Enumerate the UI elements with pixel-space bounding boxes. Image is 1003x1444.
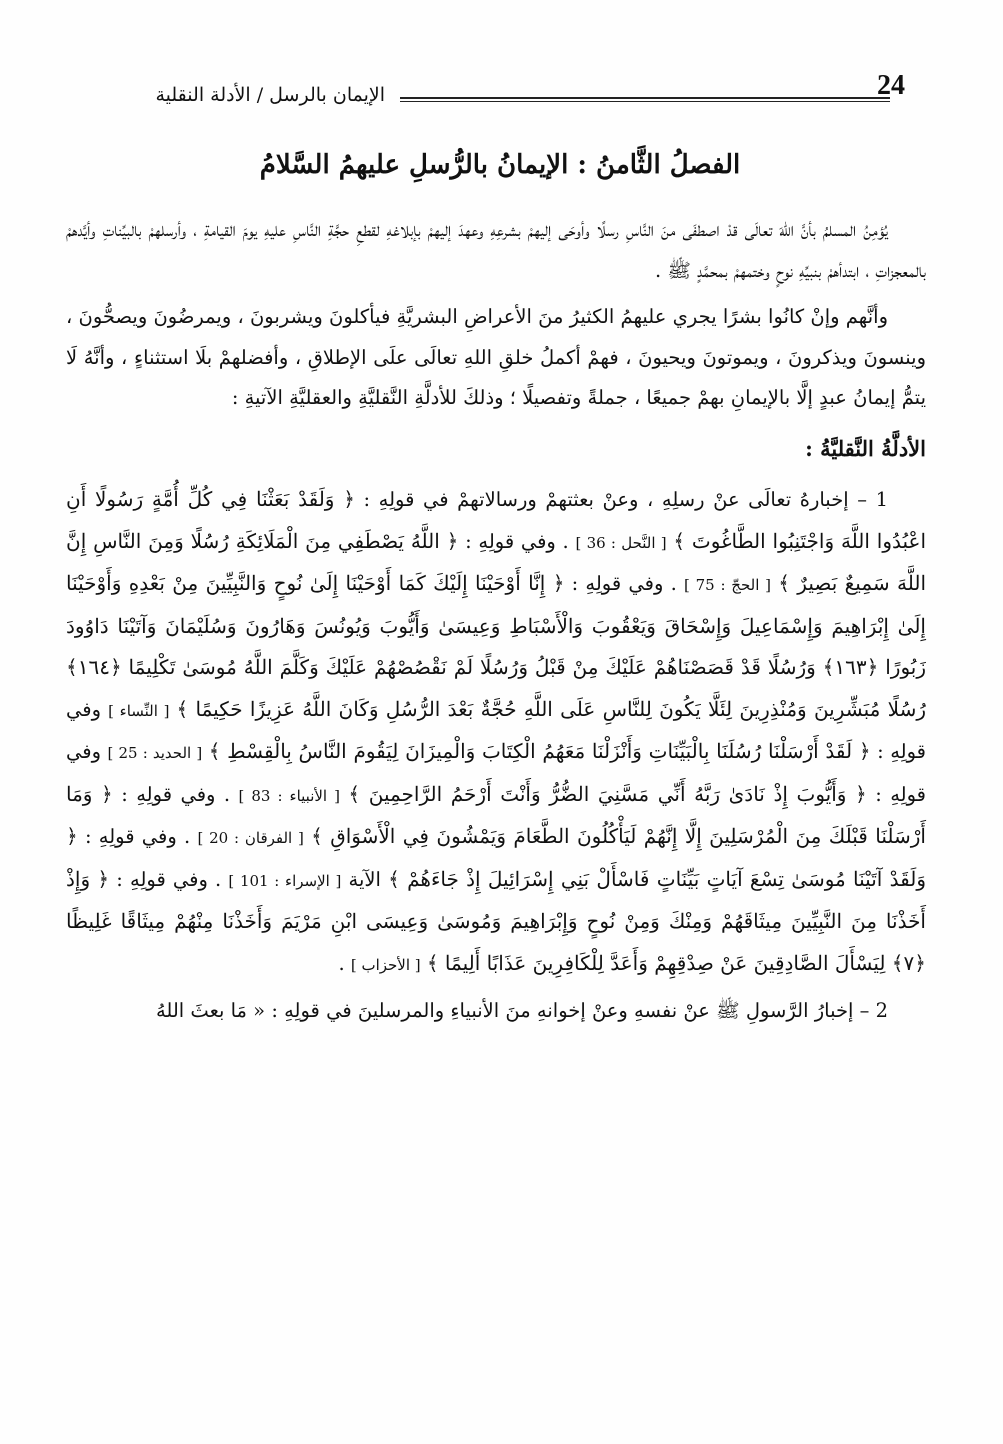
page-number: 24: [877, 70, 905, 101]
verse-reference: [ الحديد : 25 ]: [107, 744, 203, 762]
quran-verse: ﴿ إِنَّا أَوْحَيْنَا إِلَيْكَ كَمَا أَوْحَيْنَا إِلَىٰ نُوحٍ وَالنَّبِيِّينَ مِنْ بَعْدِهِ وَأَوْحَيْنَا إِلَىٰ إِبْرَاهِيمَ وَإِسْمَاعِيلَ وَإِسْحَاقَ وَيَعْقُوبَ وَالْأَسْبَاطِ وَعِيسَىٰ وَأَيُّوبَ وَيُونُسَ وَهَارُونَ وَسُلَيْمَانَ وَآتَيْنَا دَاوُودَ زَبُورًا ﴿١٦٣﴾ وَرُسُلًا قَدْ قَصَصْنَاهُمْ عَلَيْكَ مِنْ قَبْلُ وَرُسُلًا لَمْ نَقْصُصْهُمْ عَلَيْكَ وَكَلَّمَ اللَّهُ مُوسَىٰ تَكْلِيمًا ﴿١٦٤﴾ رُسُلًا مُبَشِّرِينَ وَمُنْذِرِينَ لِئَلَّا يَكُونَ لِلنَّاسِ عَلَى اللَّهِ حُجَّةٌ بَعْدَ الرُّسُلِ وَكَانَ اللَّهُ عَزِيزًا حَكِيمًا ﴾: [66, 571, 927, 721]
page-body: [66, 210, 926, 1032]
item-text: .: [338, 951, 345, 975]
evidence-item-2: 2 – إخبارُ الرَّسولِ ﷺ عنْ نفسهِ وعنْ إخوانهِ منَ الأنبياءِ والمرسلينَ في قولِهِ : « مَا بعثَ اللهُ: [155, 999, 888, 1022]
chapter-title: الفصلُ الثَّامنُ : الإيمانُ بالرُّسلِ عليهمُ السَّلامُ: [259, 150, 741, 180]
item-text: . وفي قولِهِ :: [571, 572, 677, 595]
evidence-item-1: [66, 479, 926, 985]
quran-verse: ﴿ وَإِذْ أَخَذْنَا مِنَ النَّبِيِّينَ مِيثَاقَهُمْ وَمِنْكَ وَمِنْ نُوحٍ وَإِبْرَاهِيمَ وَمُوسَىٰ وَعِيسَى ابْنِ مَرْيَمَ وَأَخَذْنَا مِنْهُمْ مِيثَاقًا غَلِيظًا ﴿٧﴾ لِيَسْأَلَ الصَّادِقِينَ عَنْ صِدْقِهِمْ وَأَعَدَّ لِلْكَافِرِينَ عَذَابًا أَلِيمًا ﴾: [66, 866, 926, 975]
quran-verse: ﴿ اللَّهُ يَصْطَفِي مِنَ الْمَلَائِكَةِ رُسُلًا وَمِنَ النَّاسِ إِنَّ اللَّهَ سَمِيعٌ بَصِيرٌ ﴾: [66, 528, 927, 595]
verse-reference: [ الإسراء : 101 ]: [228, 871, 342, 890]
quran-verse: ﴿ وَلَقَدْ بَعَثْنَا فِي كُلِّ أُمَّةٍ رَسُولًا أَنِ اعْبُدُوا اللَّهَ وَاجْتَنِبُوا الطَّاغُوتَ ﴾: [66, 487, 927, 553]
item-text: الآية: [348, 867, 381, 891]
page-header: [60, 64, 905, 114]
verse-reference: [ الحجّ : 75 ]: [683, 576, 772, 594]
item-text: . وفي قولِهِ :: [465, 529, 569, 553]
intro-paragraph: يُؤمِنُ المسلمُ بأنَّ اللهَ تعالَى قدْ اصطفَى منَ النَّاسِ رسلًا وأوحَى إليهمْ بشرعِهِ وعهدَ إليهمْ بإبلاغهِ لقطعِ حجَّةِ النَّاسِ عليهِ يومَ القيامةِ ، وأرسلهمْ بالبيِّناتِ وأيَّدهمْ بالمعجزاتِ ، ابتدأهمْ بنبيِّهِ نوحٍ وختمهمْ بمحمَّدٍ ﷺ .: [66, 218, 926, 282]
quran-verse: ﴿ وَمَا أَرْسَلْنَا قَبْلَكَ مِنَ الْمُرْسَلِينَ إِلَّا إِنَّهُمْ لَيَأْكُلُونَ الطَّعَامَ وَيَمْشُونَ فِي الْأَسْوَاقِ ﴾: [66, 781, 926, 848]
verse-reference: [ النَّحل : 36 ]: [575, 533, 667, 552]
item-text: وفي قولِهِ :: [66, 740, 926, 806]
verse-reference: [ النِّساء ]: [108, 701, 170, 720]
verse-reference: [ الفرقان : 20 ]: [197, 829, 304, 847]
quran-verse: ﴿ وَأَيُّوبَ إِذْ نَادَىٰ رَبَّهُ أَنِّي مَسَّنِيَ الضُّرُّ وَأَنْتَ أَرْحَمُ الرَّاحِمِينَ ﴾: [348, 781, 867, 806]
verse-reference: [ الأنبياء : 83 ]: [238, 786, 340, 805]
quran-verse: ﴿ لَقَدْ أَرْسَلْنَا رُسُلَنَا بِالْبَيِّنَاتِ وَأَنْزَلْنَا مَعَهُمُ الْكِتَابَ وَالْمِيزَانَ لِيَقُومَ النَّاسُ بِالْقِسْطِ ﴾: [208, 739, 871, 763]
header-rule: [400, 97, 890, 102]
quran-verse: ﴿ وَلَقَدْ آتَيْنَا مُوسَىٰ تِسْعَ آيَاتٍ بَيِّنَاتٍ فَاسْأَلْ بَنِي إِسْرَائِيلَ إِذْ جَاءَهُمْ ﴾: [66, 824, 926, 891]
verse-reference: [ الأحزاب ]: [350, 955, 421, 974]
item-text: 1 – إخبارهُ تعالَى عنْ رسلِهِ ، وعنْ بعثتهمْ ورسالاتهمْ في قولِهِ :: [363, 488, 888, 511]
item-text: . وفي قولِهِ :: [116, 867, 222, 891]
item-text: . وفي قولِهِ :: [121, 782, 231, 806]
second-paragraph: وأنَّهم وإنْ كانُوا بشرًا يجري عليهمُ الكثيرُ منَ الأعراضِ البشريَّةِ فيأكلونَ ويشربونَ ، ويمرضُونَ ويصحُّونَ ، وينسونَ ويذكرونَ ، ويموتونَ ويحيونَ ، فهمْ أكملُ خلقِ اللهِ تعالَى علَى الإطلاقِ ، وأفضلهمْ بلَا استثناءٍ ، وأنَّهُ لَا يتمُّ إيمانُ عبدٍ إلَّا بالإيمانِ بهمْ جميعًا ، جملةً وتفصيلًا ؛ وذلكَ للأدلَّةِ النَّقليَّةِ والعقليَّةِ الآتيةِ :: [66, 305, 926, 409]
section-heading: الأدلَّةُ النَّقليَّةُ :: [805, 435, 926, 461]
running-title: الإيمان بالرسل / الأدلة النقلية: [155, 84, 385, 106]
item-text: . وفي قولِهِ :: [84, 825, 191, 848]
item-text: وفي قولِهِ :: [66, 697, 926, 763]
